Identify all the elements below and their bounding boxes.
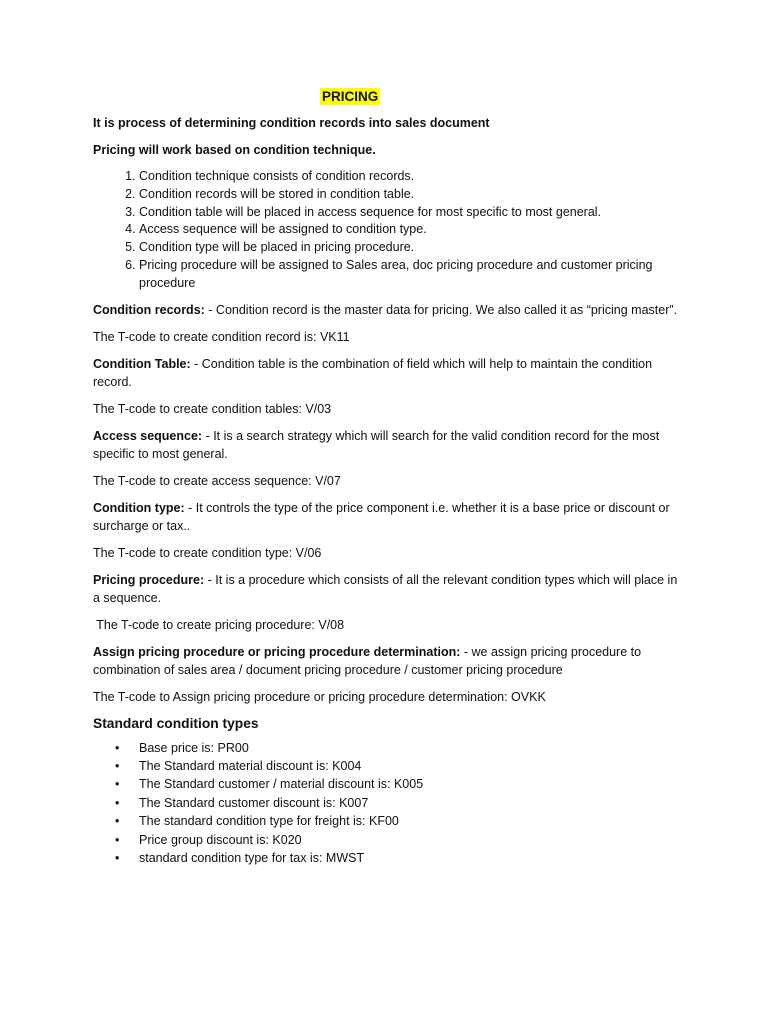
bullet-icon: • xyxy=(115,740,120,755)
definition-text: - we assign pricing procedure to combination of sales area / document pricing procedure / customer pricing procedure xyxy=(93,644,642,677)
bullet-icon: • xyxy=(115,777,120,792)
intro-line-1: It is process of determining condition records into sales document xyxy=(93,116,490,130)
list-item xyxy=(115,831,683,849)
list-item-text: The Standard customer discount is: K007 xyxy=(139,795,369,810)
step-item: 3. Condition table will be placed in access sequence for most specific to most general. xyxy=(139,204,683,222)
step-item: 4. Access sequence will be assigned to condition type. xyxy=(139,221,683,239)
list-item xyxy=(115,739,683,757)
bullet-icon: • xyxy=(115,832,120,847)
step-item: 5. Condition type will be placed in pricing procedure. xyxy=(139,239,683,257)
standard-condition-types-heading: Standard condition types xyxy=(93,715,259,731)
list-item xyxy=(115,849,683,867)
tcode-condition-table: The T-code to create condition tables: V/03 xyxy=(93,401,332,416)
document-page xyxy=(93,88,683,867)
step-item: 6. Pricing procedure will be assigned to Sales area, doc pricing procedure and customer pricing procedure xyxy=(139,257,683,293)
bullet-icon: • xyxy=(115,758,120,773)
title-row xyxy=(93,88,683,106)
step-item: 1. Condition technique consists of condition records. xyxy=(139,168,683,186)
tcode-condition-records: The T-code to create condition record is: VK11 xyxy=(93,329,350,344)
list-item-text: Base price is: PR00 xyxy=(139,740,249,755)
definition-term: Pricing procedure: xyxy=(93,572,205,587)
page-title: PRICING xyxy=(322,89,379,104)
list-item xyxy=(115,757,683,775)
definition-term: Condition type: xyxy=(93,500,185,515)
definition-access-sequence xyxy=(93,427,683,463)
definition-text: - It controls the type of the price component i.e. whether it is a base price or discount or surcharge or tax.. xyxy=(93,500,670,533)
definition-term: Assign pricing procedure or pricing procedure determination: xyxy=(93,644,461,659)
definition-text: - It is a procedure which consists of all the relevant condition types which will place in a sequence. xyxy=(93,572,678,605)
definition-condition-table xyxy=(93,355,683,391)
definition-text: - Condition record is the master data for pricing. We also called it as “pricing master”. xyxy=(204,302,677,317)
definition-condition-type xyxy=(93,499,683,535)
definition-text: - It is a search strategy which will search for the valid condition record for the most specific to most general. xyxy=(93,428,660,461)
list-item xyxy=(115,775,683,793)
definition-text: - Condition table is the combination of field which will help to maintain the condition record. xyxy=(93,356,653,389)
list-item-text: The Standard material discount is: K004 xyxy=(139,758,362,773)
bullet-icon: • xyxy=(115,795,120,810)
list-item-text: standard condition type for tax is: MWST xyxy=(139,851,365,866)
tcode-condition-type: The T-code to create condition type: V/06 xyxy=(93,545,322,560)
tcode-pricing-procedure-determination: The T-code to Assign pricing procedure or pricing procedure determination: OVKK xyxy=(93,689,546,704)
definition-term: Access sequence: xyxy=(93,428,203,443)
bullet-icon: • xyxy=(115,814,120,829)
definition-condition-records xyxy=(93,301,683,319)
definition-pricing-procedure xyxy=(93,571,683,607)
definition-pricing-procedure-determination xyxy=(93,643,683,679)
list-item xyxy=(115,794,683,812)
bullet-icon: • xyxy=(115,851,120,866)
definition-term: Condition records: xyxy=(93,302,205,317)
tcode-access-sequence: The T-code to create access sequence: V/07 xyxy=(93,473,341,488)
list-item-text: The standard condition type for freight is: KF00 xyxy=(139,814,399,829)
definition-term: Condition Table: xyxy=(93,356,191,371)
intro-line-2: Pricing will work based on condition technique. xyxy=(93,143,376,157)
list-item-text: Price group discount is: K020 xyxy=(139,832,302,847)
standard-condition-types-list xyxy=(93,739,683,868)
tcode-pricing-procedure: The T-code to create pricing procedure: V/08 xyxy=(93,617,345,632)
steps-list xyxy=(93,168,683,293)
list-item-text: The Standard customer / material discount is: K005 xyxy=(139,777,424,792)
step-item: 2. Condition records will be stored in condition table. xyxy=(139,186,683,204)
list-item xyxy=(115,812,683,830)
